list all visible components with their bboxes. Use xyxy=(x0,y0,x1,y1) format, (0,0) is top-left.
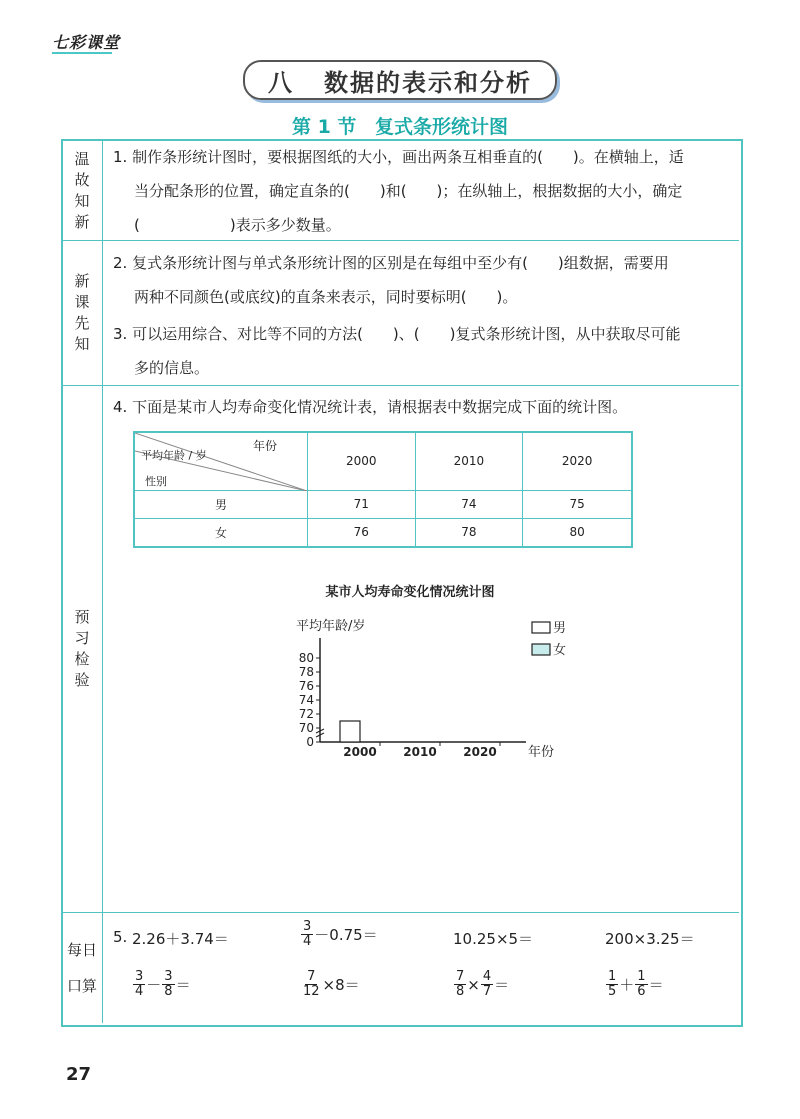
x-axis-label: 年份 xyxy=(528,745,555,760)
q2-line: 2. 复式条形统计图与单式条形统计图的区别是在每组中至少有( )组数据，需要用 xyxy=(113,254,669,272)
operator: ＋ xyxy=(619,976,635,994)
numerator: 1 xyxy=(608,969,617,984)
numerator: 3 xyxy=(135,969,144,984)
y-tick-label: 76 xyxy=(298,679,314,693)
year-header: 2020 xyxy=(523,432,632,490)
table-cell: 74 xyxy=(415,490,523,518)
q3-line: 3. 可以运用综合、对比等不同的方法( )、( )复式条形统计图，从中获取尽可能 xyxy=(113,325,681,343)
chart-marks xyxy=(299,621,566,760)
calc-item xyxy=(300,970,360,999)
equals: ＝ xyxy=(494,976,510,994)
question-3 xyxy=(113,317,681,385)
year-header: 2000 xyxy=(308,432,416,490)
gender-label: 女 xyxy=(134,518,308,547)
calc-label: 5. xyxy=(113,928,128,946)
side-char: 口算 xyxy=(66,977,97,995)
brand-underline xyxy=(52,52,112,54)
calc-item: 2.26＋3.74＝ xyxy=(132,930,229,948)
numerator: 7 xyxy=(307,969,316,984)
calc-item xyxy=(453,970,509,999)
gender-label: 男 xyxy=(134,490,308,518)
legend-swatch xyxy=(532,622,550,633)
fraction xyxy=(301,920,313,949)
life-expectancy-chart xyxy=(280,580,580,770)
calc-item xyxy=(605,970,664,999)
y-tick-label: 72 xyxy=(298,707,314,721)
question-4 xyxy=(113,390,627,424)
row-divider-3 xyxy=(62,912,739,913)
section-name: 复式条形统计图 xyxy=(375,116,509,138)
x-tick-label: 2000 xyxy=(343,745,377,759)
denominator: 7 xyxy=(482,984,492,999)
y-tick-label: 74 xyxy=(298,693,314,707)
fraction xyxy=(635,970,647,999)
calc-item xyxy=(300,920,378,949)
chapter-number: 八 xyxy=(268,67,294,97)
side-char: 新 xyxy=(74,212,90,231)
table-corner-cell xyxy=(134,432,308,490)
side-char: 温 xyxy=(74,149,90,168)
side-char: 预 xyxy=(74,608,90,626)
year-header: 2010 xyxy=(415,432,523,490)
side-char: 验 xyxy=(74,671,90,689)
question-2 xyxy=(113,246,669,314)
y-tick-label: 78 xyxy=(298,665,314,679)
fraction xyxy=(301,970,322,999)
bar-male xyxy=(340,721,360,742)
q1-line: ( )表示多少数量。 xyxy=(134,216,341,234)
operator: ×8＝ xyxy=(322,976,360,994)
row-divider-2 xyxy=(62,385,739,386)
equals: ＝ xyxy=(648,976,664,994)
brand-logo: 七彩课堂 xyxy=(52,33,121,52)
page-number: 27 xyxy=(66,1064,92,1085)
side-char: 习 xyxy=(74,629,90,647)
table-cell: 75 xyxy=(523,490,632,518)
chapter-title-box xyxy=(243,60,557,100)
x-tick-label: 2020 xyxy=(463,745,497,759)
chart-ylabel: 平均年龄/岁 xyxy=(296,619,366,634)
side-char: 先 xyxy=(74,314,90,332)
y-tick-label: 70 xyxy=(298,721,314,735)
side-char: 课 xyxy=(74,293,90,311)
side-char: 检 xyxy=(74,650,90,668)
side-label-preview xyxy=(62,241,102,385)
denominator: 8 xyxy=(164,984,173,999)
table-cell: 71 xyxy=(308,490,416,518)
denominator: 6 xyxy=(637,984,646,999)
side-char: 知 xyxy=(74,191,90,210)
q3-line: 多的信息。 xyxy=(134,359,210,377)
q1-line: 当分配条形的位置，确定直条的( )和( )；在纵轴上，根据数据的大小，确定 xyxy=(134,182,683,200)
table-cell: 76 xyxy=(308,518,416,547)
q4-line: 4. 下面是某市人均寿命变化情况统计表，请根据表中数据完成下面的统计图。 xyxy=(113,398,628,416)
denominator: 5 xyxy=(608,984,617,999)
equals: ＝ xyxy=(175,976,191,994)
side-char: 知 xyxy=(74,335,90,353)
table-cell: 80 xyxy=(523,518,632,547)
side-label-daily xyxy=(62,913,102,1023)
fraction xyxy=(133,970,145,999)
q1-line: 1. 制作条形统计图时，要根据图纸的大小，画出两条互相垂直的( )。在横轴上，适 xyxy=(113,148,684,166)
numerator: 1 xyxy=(637,969,646,984)
section-number: 第 1 节 xyxy=(291,116,357,138)
legend-label: 女 xyxy=(553,643,567,658)
denominator: 8 xyxy=(456,984,465,999)
side-char: 故 xyxy=(74,170,90,189)
numerator: 7 xyxy=(456,969,465,984)
calc-item xyxy=(132,970,191,999)
y-tick-label: 80 xyxy=(298,651,314,665)
fraction xyxy=(162,970,174,999)
life-expectancy-table xyxy=(133,431,633,548)
side-char: 每日 xyxy=(66,941,97,959)
table-cell: 78 xyxy=(415,518,523,547)
y-tick-label: 0 xyxy=(306,735,314,749)
x-tick-label: 2010 xyxy=(403,745,437,759)
side-label-check xyxy=(62,386,102,912)
denominator: 4 xyxy=(135,984,144,999)
q2-line: 两种不同颜色(或底纹)的直条来表示，同时要标明( )。 xyxy=(134,288,518,306)
calc-item: 200×3.25＝ xyxy=(605,930,695,948)
corner-gender-label: 性别 xyxy=(145,475,167,488)
calc-item: 10.25×5＝ xyxy=(453,930,534,948)
fraction xyxy=(606,970,618,999)
numerator: 3 xyxy=(303,919,312,934)
chart-title: 某市人均寿命变化情况统计图 xyxy=(325,585,495,600)
legend-swatch xyxy=(532,644,550,655)
numerator: 3 xyxy=(164,969,173,984)
operator: － xyxy=(146,976,162,994)
corner-year-label: 年份 xyxy=(252,439,277,453)
fraction xyxy=(481,970,493,999)
side-char: 新 xyxy=(74,272,90,290)
chapter-title: 数据的表示和分析 xyxy=(324,67,532,97)
legend-label: 男 xyxy=(553,621,567,636)
operator: × xyxy=(467,975,480,994)
corner-age-label: 平均年龄 / 岁 xyxy=(141,449,207,462)
numerator: 4 xyxy=(482,969,492,984)
fraction xyxy=(454,970,466,999)
denominator: 12 xyxy=(303,984,320,999)
calc-text: －0.75＝ xyxy=(314,926,378,944)
section-title xyxy=(0,112,800,139)
side-divider xyxy=(102,140,103,1023)
denominator: 4 xyxy=(303,934,312,949)
question-1 xyxy=(113,140,684,242)
side-label-review xyxy=(62,141,102,240)
